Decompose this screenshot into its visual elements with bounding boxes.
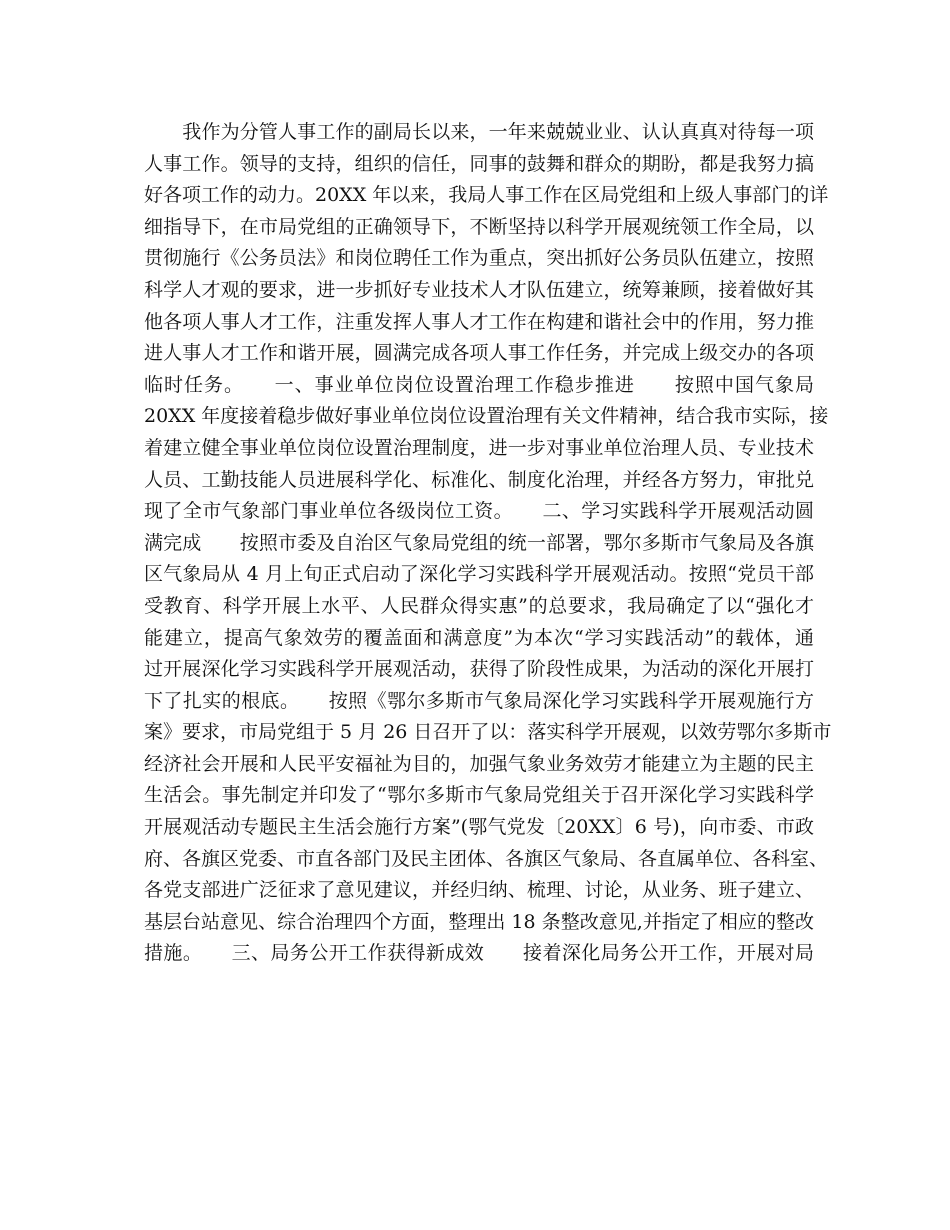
body-text	[144, 117, 832, 970]
text-line: 我作为分管人事工作的副局长以来，一年来兢兢业业、认认真真对待每一项	[144, 121, 814, 143]
text-line: 科学人才观的要求，进一步抓好专业技术人才队伍建立，统筹兼顾，接着做好其	[144, 278, 814, 301]
text-line: 区气象局从 4 月上旬正式启动了深化学习实践科学开展观活动。按照“党员干部	[144, 563, 814, 586]
text-line: 基层台站意见、综合治理四个方面，整理出 18 条整改意见,并指定了相应的整改	[144, 910, 814, 933]
text-line: 各党支部进广泛征求了意见建议，并经归纳、梳理、讨论，从业务、班子建立、	[144, 879, 814, 902]
text-line: 人事工作。领导的支持，组织的信任，同事的鼓舞和群众的期盼，都是我努力搞	[144, 152, 814, 175]
text-line: 临时任务。 一、事业单位岗位设置治理工作稳步推进 按照中国气象局	[144, 373, 814, 396]
text-line: 经济社会开展和人民平安福祉为目的，加强气象业务效劳才能建立为主题的民主	[144, 752, 814, 775]
text-line: 20XX 年度接着稳步做好事业单位岗位设置治理有关文件精神，结合我市实际，接	[144, 405, 829, 428]
text-line: 过开展深化学习实践科学开展观活动，获得了阶段性成果，为活动的深化开展打	[144, 658, 814, 681]
text-line: 细指导下，在市局党组的正确领导下，不断坚持以科学开展观统领工作全局，以	[144, 215, 814, 238]
text-line: 能建立，提高气象效劳的覆盖面和满意度”为本次“学习实践活动”的载体，通	[144, 626, 814, 649]
text-line: 贯彻施行《公务员法》和岗位聘任工作为重点，突出抓好公务员队伍建立，按照	[144, 247, 814, 270]
text-line: 受教育、科学开展上水平、人民群众得实惠”的总要求，我局确定了以“强化才	[144, 594, 814, 617]
text-line: 措施。 三、局务公开工作获得新成效 接着深化局务公开工作，开展对局	[144, 942, 814, 965]
text-line: 满完成 按照市委及自治区气象局党组的统一部署，鄂尔多斯市气象局及各旗	[144, 531, 814, 554]
text-line: 府、各旗区党委、市直各部门及民主团体、各旗区气象局、各直属单位、各科室、	[144, 847, 829, 870]
text-line: 他各项人事人才工作，注重发挥人事人才工作在构建和谐社会中的作用，努力推	[144, 310, 814, 333]
text-line: 进人事人才工作和谐开展，圆满完成各项人事工作任务，并完成上级交办的各项	[144, 342, 814, 365]
text-line: 好各项工作的动力。20XX 年以来，我局人事工作在区局党组和上级人事部门的详	[144, 184, 829, 207]
text-line: 生活会。事先制定并印发了“鄂尔多斯市气象局党组关于召开深化学习实践科学	[144, 784, 814, 807]
text-line: 开展观活动专题民主生活会施行方案”(鄂气党发〔20XX〕6 号)，向市委、市政	[144, 816, 814, 839]
text-line: 着建立健全事业单位岗位设置治理制度，进一步对事业单位治理人员、专业技术	[144, 436, 814, 459]
text-line: 人员、工勤技能人员进展科学化、标准化、制度化治理，并经各方努力，审批兑	[144, 468, 814, 491]
text-line: 案》要求，市局党组于 5 月 26 日召开了以：落实科学开展观，以效劳鄂尔多斯市	[144, 721, 832, 744]
text-line: 现了全市气象部门事业单位各级岗位工资。 二、学习实践科学开展观活动圆	[144, 500, 814, 523]
text-line: 下了扎实的根底。 按照《鄂尔多斯市气象局深化学习实践科学开展观施行方	[144, 689, 814, 712]
